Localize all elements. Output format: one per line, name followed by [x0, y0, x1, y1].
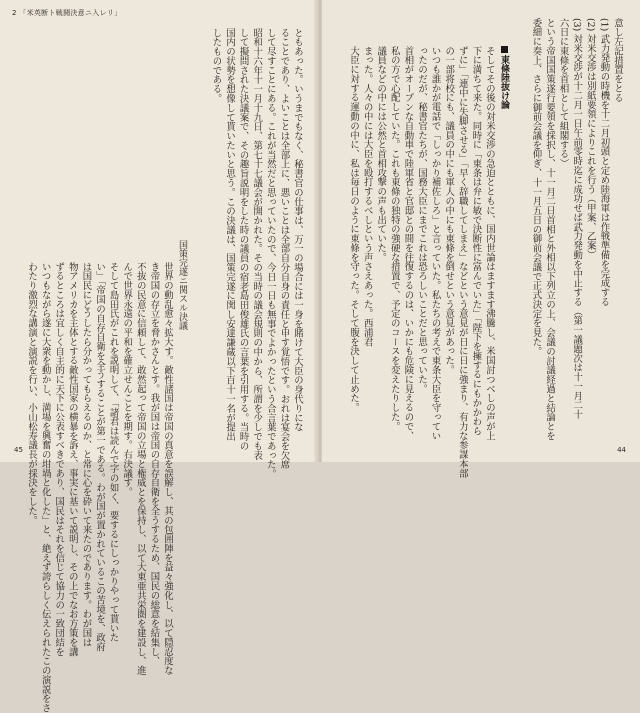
section-label	[172, 240, 188, 340]
text-line: ずに」「連中に失脚させる」「早く辞職してしまえ」などという意見が日に日に強まり、有力な参謀本部	[456, 46, 468, 478]
running-head: 2 「米英断ト戦闘決意ニ入レリ」	[12, 9, 122, 17]
text-line: して擬問された決議案で、その趣旨説明をした時の議員の宿老島田俊雄氏の言葉を引用する。当時の	[237, 28, 249, 451]
text-line: したものである。	[210, 28, 222, 104]
text-line: 物アメリカを主体とする敵性国家の横暴を訴え、事実に基いて説明し、その上でなお方策を講	[66, 262, 78, 657]
text-line: 昭和十六年十一月十九日、第七十七議会が開かれた。その当時の議会規則の中から、所謂を少しでも表	[251, 28, 263, 460]
right-page-text-block-2	[336, 46, 496, 478]
right-page-text-block-1	[518, 18, 624, 441]
text-line: 私の方で心配していた。これも東條の独特の強硬な措置で、予定のコースを変えたりした。	[388, 46, 400, 431]
page-number-right: 44	[617, 446, 626, 454]
text-line: そして島田氏がこれを説明して、「諸君は読んで字の如く、要するにしっかりやって貰いた	[107, 262, 119, 643]
text-line: 下に満ちて来た。同時に「東条は弁に敏で決断性に富んでいた」「陛下を擁するにもかかわら	[470, 46, 482, 436]
text-line: ったのだが、秘書官たちが、国務大臣にまでこれは恐ろしいことだと思っていた。	[416, 46, 428, 394]
text-line: 議員などの中には公然と首相攻撃の声も出ていた。	[375, 46, 387, 262]
text-line: ずるところは宜しく自主的に天下に公表すべきであり、国民はそれを信じて協力の一致団結を	[53, 262, 65, 657]
heading-square-icon	[501, 46, 508, 53]
text-line: 世界の動乱愈々拡大す。敵性諸国は帝国の真意を誤解し、其の包囲陣を益々強化し、以て隠忍度な	[162, 262, 173, 676]
text-line: いつも誰かが電話で「しっかり補佐しろ」と言っていた。私たちの考えで東条大臣を守ってい	[429, 46, 441, 441]
text-line: (3) 対米交渉が十二月一日午前零時迄に成功せば武力発動を中止する（第一議題次は十一月二十	[571, 18, 583, 420]
text-line: という帝国国策遂行要領を採択し、十一月二日首相と外相以下列立の上、会議の討議経過と結論とを	[544, 18, 556, 441]
section-heading-text: 東條陸抜け論	[499, 55, 509, 109]
text-line: ることであり、よいことは全部上に、悪いことは全部自分自身の責任と申す覚悟です。おれは宴会を欠席	[278, 28, 290, 470]
text-line: 首相がオープンな自動車で陸軍省と官邸との間を往復するのは、いかにも危険に見えるので、	[402, 46, 414, 441]
text-line: き帝国の存立を脅かさんとす。我が国は帝国の自存自衛を全うするため、国民の総意を結集し、	[148, 262, 160, 666]
text-line: (1) 武力発動の時機を十二月初頭と定め陸海軍は作戦準備を完成する	[598, 18, 610, 307]
text-line: 国内の状勢を想像して貰いたいと思う。この決議は、国策完遂に関し安達謙蔵以下百十一名が提出	[224, 28, 236, 442]
text-line: の一部将校にも、議員の中にも軍人の中にも東條を倒せという意見があった。	[443, 46, 455, 375]
text-line: い」「帝国の自存自衛を全うすることが第一である。わが国が置かれているこの苦境を、政府	[94, 262, 106, 652]
text-line: 意し左記措置をとる	[612, 18, 623, 103]
text-line: 委細に奏上、さらに御前会議を仰ぎ、十一月五日の御前会議で正式決定を見た。	[530, 18, 542, 357]
text-line: いつもながら遂に大衆を動かし、満場を興奮の坩堝と化した」と、絶えず誇らしく伝えられたこの演説をさ	[39, 262, 51, 713]
text-line: 大臣に対する運動の中に、私は毎日のように東條を守った。そして腹を決して止めた。	[348, 46, 360, 413]
text-line: ともあった。いうまでもなく、秘書官の仕事は、万一の場合には一身を賭けて大臣の身代りにな	[292, 28, 303, 432]
text-line: まった。人々の中には大臣を殴打するべしという声さえあった。西浦君	[361, 46, 373, 347]
section-heading	[498, 46, 511, 126]
left-page	[0, 0, 318, 713]
text-line: は国民にどうしたら分かってもらえるのか、と常に心を砕いて来たのであります。わが国は	[80, 262, 92, 647]
section-label-text: 国策完遂ニ関スル決議	[177, 240, 187, 330]
right-page	[322, 0, 640, 478]
text-line: んで世界永遠の平和を確立せんことを期す。右決議す。	[121, 262, 133, 497]
text-line: そしてその後の対米交渉の急迫とともに、国内世論はますます沸騰し、米国討つべしの声が上	[484, 46, 495, 441]
text-line: 不抜の民意に信頼して、敢然起って帝国の立場と権威とを保持し、以て大東亜共栄圏を建設し、進	[134, 262, 146, 676]
page-number-left: 45	[14, 446, 23, 454]
text-line: わたり激烈な講演と演説を行い、小山松寿議長が採決をした。	[26, 262, 38, 525]
text-line: して尽すことにある。これが当然だと思っていたので、今日一日も無事でよかったという合言葉であった。	[264, 28, 276, 479]
text-line: 六日に東條を首相として組閣する）	[557, 18, 569, 169]
text-line: (2) 対米交渉は別紙要領によりこれを行う（甲案、乙案）	[584, 18, 596, 260]
